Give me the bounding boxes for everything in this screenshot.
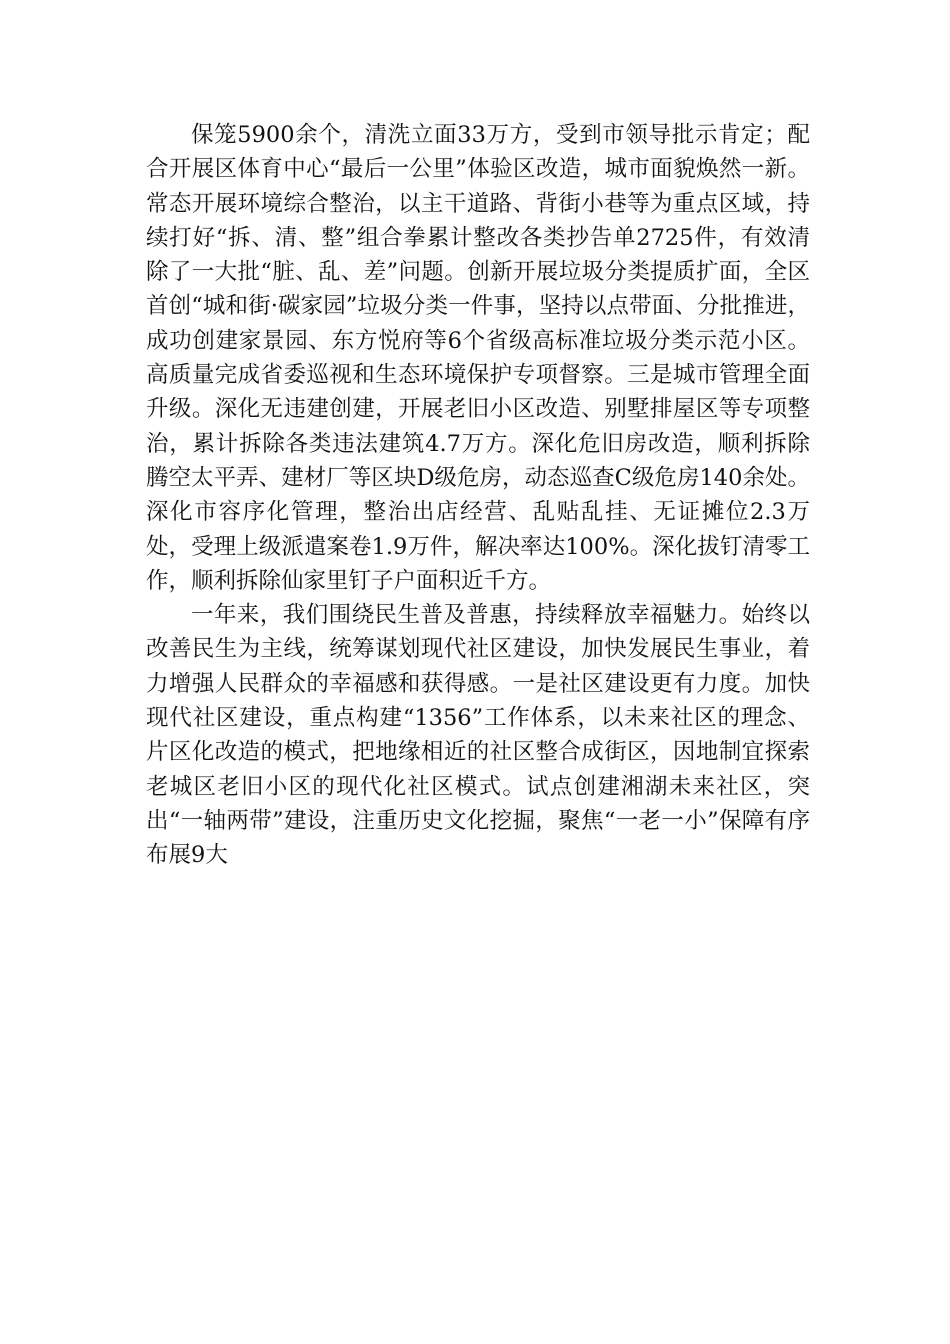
paragraph-livelihood: 一年来，我们围绕民生普及普惠，持续释放幸福魅力。始终以改善民生为主线，统筹谋划现代社区建设，加快发展民生事业，着力增强人民群众的幸福感和获得感。一是社区建设更有力度。加快现代社区建设，重点构建“1356”工作体系，以未来社区的理念、片区化改造的模式，把地缘相近的社区整合成街区，因地制宜探索老城区老旧小区的现代化社区模式。试点创建湘湖未来社区，突出“一轴两带”建设，注重历史文化挖掘，聚焦“一老一小”保障有序布展9大 xyxy=(146,602,810,869)
document-body xyxy=(146,118,810,873)
paragraph-continued: 保笼5900余个，清洗立面33万方，受到市领导批示肯定；配合开展区体育中心“最后一公里”体验区改造，城市面貌焕然一新。常态开展环境综合整治，以主干道路、背街小巷等为重点区域，持续打好“拆、清、整”组合拳累计整改各类抄告单2725件，有效清除了一大批“脏、乱、差”问题。创新开展垃圾分类提质扩面，全区首创“城和街·碳家园”垃圾分类一件事，坚持以点带面、分批推进，成功创建家景园、东方悦府等6个省级高标准垃圾分类示范小区。高质量完成省委巡视和生态环境保护专项督察。三是城市管理全面升级。深化无违建创建，开展老旧小区改造、别墅排屋区等专项整治，累计拆除各类违法建筑4.7万方。深化危旧房改造，顺利拆除腾空太平弄、建材厂等区块D级危房，动态巡查C级危房140余处。深化市容序化管理，整治出店经营、乱贴乱挂、无证摊位2.3万处，受理上级派遣案卷1.9万件，解决率达100%。深化拔钉清零工作，顺利拆除仙家里钉子户面积近千方。 xyxy=(146,122,810,594)
